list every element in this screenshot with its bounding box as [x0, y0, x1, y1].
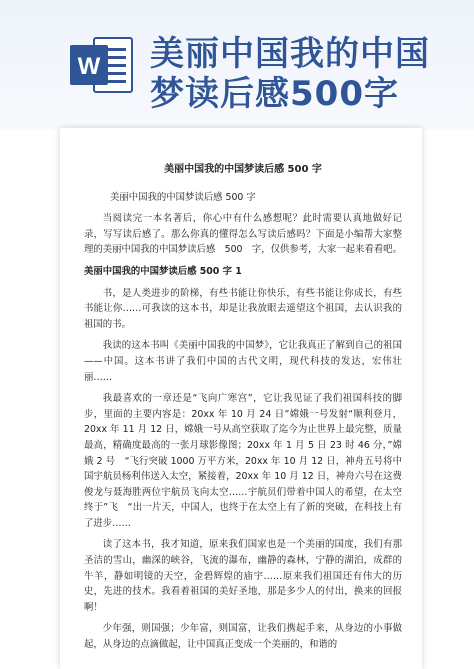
- document-body: [84, 162, 402, 659]
- header-banner: [0, 0, 474, 130]
- banner-title-line-2: 梦读后感500字: [150, 74, 399, 114]
- word-document-icon: [68, 36, 134, 94]
- document-subtitle: 美丽中国我的中国梦读后感 500 字: [110, 191, 256, 203]
- document-page: [60, 128, 422, 669]
- body-paragraph: 书，是人类进步的阶梯，有些书能让你快乐，有些书能让你成长，有些书能让你……可我读的这本书，却是让我放眼去遥望这个祖国，去认识我的祖国的书。: [84, 287, 402, 330]
- logo-letter: W: [77, 53, 101, 80]
- body-paragraph: 我最喜欢的一章还是“飞向广寒宫”，它让我见证了我们祖国科技的脚步，里面的主要内容是：20xx 年 10 月 24 日”嫦娥一号发射“顺利登月，20xx 年 11 月 12 日，嫦娥一号从高空获取了迄今为止世界上最完整，质量最高，精确度最高的一张月球影像图；20xx 年 1 月 5 日 23 时 46 分，”嫦娥 2 号 “飞行突破 1000 万平方米，20xx 年 10 月 12 日，神舟五号将中国宇航员杨利伟送入太空，紧接着，20xx 年 10 月 12 日，神舟六号在这费俊龙与聂海胜两位宇航员飞向太空……宇航员们带着中国人的希望，在太空终于”飞 “出一片天，中国人，也终于在太空上有了新的突破，在科技上有了进步……: [84, 393, 402, 529]
- body-paragraph: 我读的这本书叫《美丽中国我的中国梦》，它让我真正了解到自己的祖国——中国。这本书讲了我们中国的古代文明，现代科技的发达，宏伟壮丽……: [84, 340, 402, 383]
- body-paragraph: 读了这本书，我才知道，原来我们国家也是一个美丽的国度，我们有那圣洁的雪山，幽深的峡谷，飞流的瀑布，幽静的森林，宁静的湖泊，成群的牛羊，静如明镜的天空，金碧辉煌的庙宇……原来我们祖国还有伟大的历史，先进的技术。我看着祖国的美好圣地，那是多少人的付出，换来的回报啊！: [84, 539, 402, 613]
- document-title: 美丽中国我的中国梦读后感 500 字: [164, 164, 322, 175]
- intro-paragraph: 当阅读完一本名著后，你心中有什么感想呢？此时需要认真地做好记录，写写读后感了。那么你真的懂得怎么写读后感吗？下面是小编帮大家整理的美丽中国我的中国梦读后感 500 字，仅供参考，大家一起来看看吧。: [84, 213, 402, 256]
- banner-title-line-1: 美丽中国我的中国: [150, 34, 430, 74]
- section-heading: 美丽中国我的中国梦读后感 500 字 1: [84, 265, 242, 277]
- body-paragraph: 少年强，则国强；少年富，则国富，让我们携起手来，从身边的小事做起，从身边的点滴做起，让中国真正变成一个美丽的，和谐的: [84, 623, 402, 651]
